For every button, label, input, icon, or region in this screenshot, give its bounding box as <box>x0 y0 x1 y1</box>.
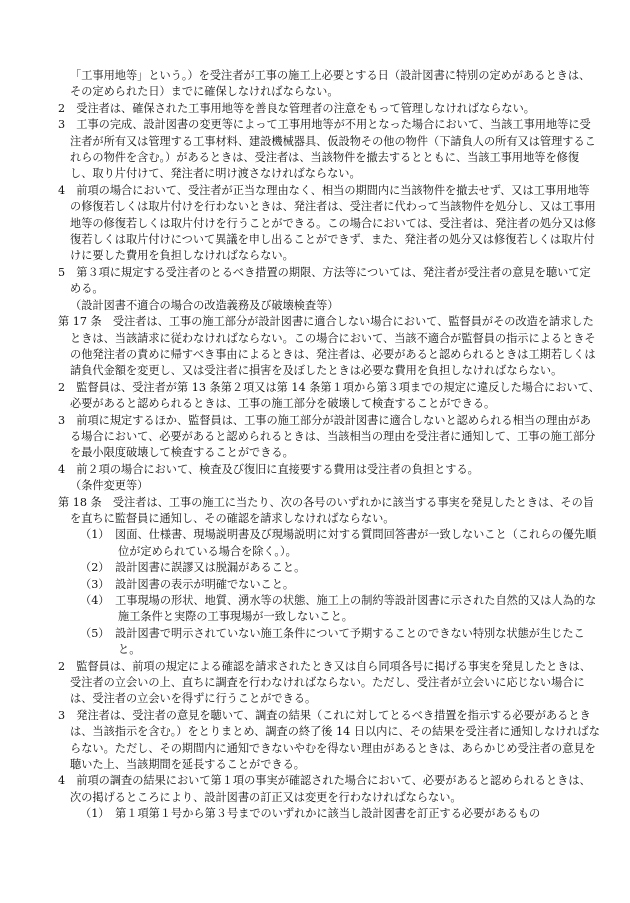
clause-3: 3 工事の完成、設計図書の変更等によって工事用地等が不用となった場合において、当該工事用地等に受注者が所有又は管理する工事材料、建設機械器具、仮設物その他の物件（下請負人の所有又は管理するこれらの物件を含む。）があるときは、受注者は、当該物件を撤去するとともに、当該工事用地等を修復し、取り片付けて、発注者に明け渡さなければならない。 <box>58 118 596 181</box>
clause-2: 2 受注者は、確保された工事用地等を善良な管理者の注意をもって管理しなければならない。 <box>58 101 535 115</box>
clause-5: 5 第３項に規定する受注者のとるべき措置の期限、方法等については、発注者が受注者の意見を聴いて定める。 <box>58 265 591 296</box>
article-18-item-4: （4） 工事現場の形状、地質、湧水等の状態、施工上の制約等設計図書に示された自然的又は人為的な施工条件と実際の工事現場が一致しないこと。 <box>80 594 597 624</box>
article-17: 第 17 条 受注者は、工事の施工部分が設計図書に適合しない場合において、監督員がその改造を請求したときは、当該請求に従わなければならない。この場合において、当該不適合が監督員の指示によるときその他発注者の責めに帰すべき事由によるときは、発注者は、必要があると認められるときは工期若しくは請負代金額を変更し、又は受注者に損害を及ぼしたときは必要な費用を負担しなければならない。 <box>58 315 596 378</box>
article-17-clause-3: 3 前項に規定するほか、監督員は、工事の施工部分が設計図書に適合しないと認められる相当の理由がある場合において、必要があると認められるときは、当該相当の理由を受注者に通知して、工事の施工部分を最小限度破壊して検査することができる。 <box>58 413 596 460</box>
clause-4: 4 前項の場合において、受注者が正当な理由なく、相当の期間内に当該物件を撤去せず、又は工事用地等の修復若しくは取片付けを行わないときは、発注者は、受注者に代わって当該物件を処分し、又は工事用地等の修復若しくは取片付けを行うことができる。この場合においては、受注者は、発注者の処分又は修復若しくは取片付けについて異議を申し出ることができず、また、発注者の処分又は修復若しくは取片付けに要した費用を負担しなければならない。 <box>58 183 596 263</box>
paragraph-continuation: 「工事用地等」という。）を受注者が工事の施工上必要とする日（設計図書に特別の定めがあるときは、その定められた日）までに確保しなければならない。 <box>70 69 591 99</box>
article-18-clause-4-item-1: （1） 第１項第１号から第３号までのいずれかに該当し設計図書を訂正する必要があるもの <box>80 807 541 821</box>
article-18-clause-2: 2 監督員は、前項の規定による確認を請求されたとき又は自ら同項各号に掲げる事実を発見したときは、受注者の立会いの上、直ちに調査を行わなければならない。ただし、受注者が立会いに応じない場合には、受注者の立会いを得ずに行うことができる。 <box>58 659 591 706</box>
article-17-clause-2: 2 監督員は、受注者が第 13 条第２項又は第 14 条第１項から第３項までの規定に違反した場合において、必要があると認められるときは、工事の施工部分を破壊して検査することができる。 <box>58 380 600 411</box>
article-18-item-3: （3） 設計図書の表示が明確でないこと。 <box>80 577 295 591</box>
article-18-clause-3: 3 発注者は、受注者の意見を聴いて、調査の結果（これに対してとるべき措置を指示する必要があるときは、当該指示を含む。）をとりまとめ、調査の終了後 14 日以内に、その結果を受注者に通知しなければならない。ただし、その期間内に通知できないやむを得ない理由があるときは、あらかじめ受注者の意見を聴いた上、当該期間を延長することができる。 <box>58 708 600 772</box>
article-18-item-1: （1） 図面、仕様書、現場説明書及び現場説明に対する質問回答書が一致しないこと（これらの優先順位が定められている場合を除く。）。 <box>80 528 597 558</box>
article-18-clause-4: 4 前項の調査の結果において第１項の事実が確認された場合において、必要があると認められるときは、次の掲げるところにより、設計図書の訂正又は変更を行わなければならない。 <box>58 774 591 804</box>
section-heading-17: （設計図書不適合の場合の改造義務及び破壊検査等） <box>70 298 339 312</box>
article-17-clause-4: 4 前２項の場合において、検査及び復旧に直接要する費用は受注者の負担とする。 <box>58 462 479 476</box>
article-18-item-2: （2） 設計図書に誤謬又は脱漏があること。 <box>80 561 306 575</box>
article-18: 第 18 条 受注者は、工事の施工に当たり、次の各号のいずれかに該当する事実を発見したときは、その旨を直ちに監督員に通知し、その確認を請求しなければならない。 <box>58 495 594 525</box>
article-18-item-5: （5） 設計図書で明示されていない施工条件について予期することのできない特別な状態が生じたこと。 <box>80 626 585 657</box>
section-heading-18: （条件変更等） <box>70 479 149 493</box>
